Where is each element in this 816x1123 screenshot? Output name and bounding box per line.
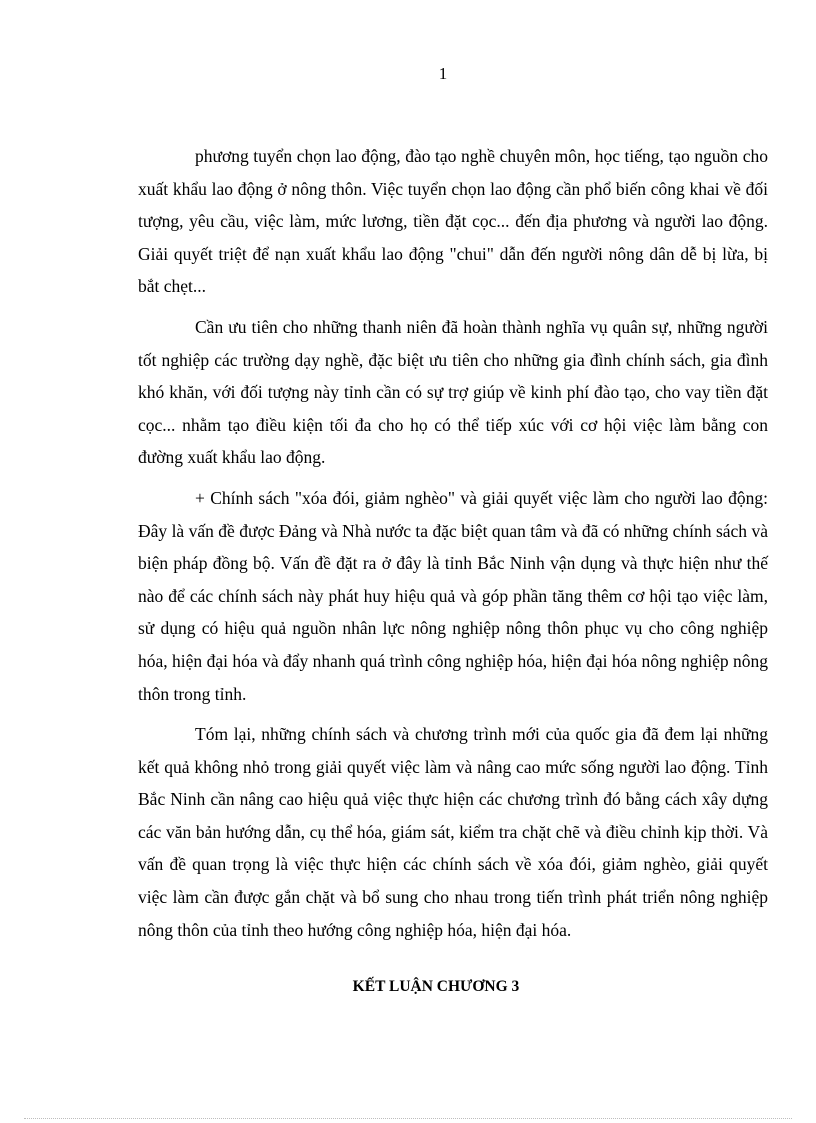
paragraph-4: Tóm lại, những chính sách và chương trình mới của quốc gia đã đem lại những kết quả không nhỏ trong giải quyết việc làm và nâng cao mức sống người lao động. Tỉnh Bắc Ninh cần nâng cao hiệu quả việc thực hiện các chương trình đó bằng cách xây dựng các văn bản hướng dẫn, cụ thể hóa, giám sát, kiểm tra chặt chẽ và điều chỉnh kịp thời. Và vấn đề quan trọng là việc thực hiện các chính sách về xóa đói, giảm nghèo, giải quyết việc làm cần được gắn chặt và bổ sung cho nhau trong tiến trình phát triển nông nghiệp nông thôn của tỉnh theo hướng công nghiệp hóa, hiện đại hóa. [138,724,768,940]
page-bottom-border [24,1118,792,1119]
paragraph-1: phương tuyển chọn lao động, đào tạo nghề chuyên môn, học tiếng, tạo nguồn cho xuất khẩu lao động ở nông thôn. Việc tuyển chọn lao động cần phổ biến công khai về đối tượng, yêu cầu, việc làm, mức lương, tiền đặt cọc... đến địa phương và người lao động. Giải quyết triệt để nạn xuất khẩu lao động "chui" dẫn đến người nông dân dễ bị lừa, bị bắt chẹt... [138,146,768,297]
paragraph-2: Cần ưu tiên cho những thanh niên đã hoàn thành nghĩa vụ quân sự, những người tốt nghiệp các trường dạy nghề, đặc biệt ưu tiên cho những gia đình chính sách, gia đình khó khăn, với đối tượng này tỉnh cần có sự trợ giúp về kinh phí đào tạo, cho vay tiền đặt cọc... nhằm tạo điều kiện tối đa cho họ có thể tiếp xúc với cơ hội việc làm bằng con đường xuất khẩu lao động. [138,316,768,468]
paragraph-3: + Chính sách "xóa đói, giảm nghèo" và giải quyết việc làm cho người lao động: Đây là vấn đề được Đảng và Nhà nước ta đặc biệt quan tâm và đã có những chính sách và biện pháp đồng bộ. Vấn đề đặt ra ở đây là tỉnh Bắc Ninh vận dụng và thực hiện như thế nào để các chính sách này phát huy hiệu quả và góp phần tăng thêm cơ hội tạo việc làm, sử dụng có hiệu quả nguồn nhân lực nông nghiệp nông thôn phục vụ cho công nghiệp hóa, hiện đại hóa và đẩy nhanh quá trình công nghiệp hóa, hiện đại hóa nông nghiệp nông thôn trong tỉnh. [138,487,768,704]
body-text [138,140,768,954]
page-number: 1 [438,64,448,83]
section-heading: KẾT LUẬN CHƯƠNG 3 [352,978,520,995]
